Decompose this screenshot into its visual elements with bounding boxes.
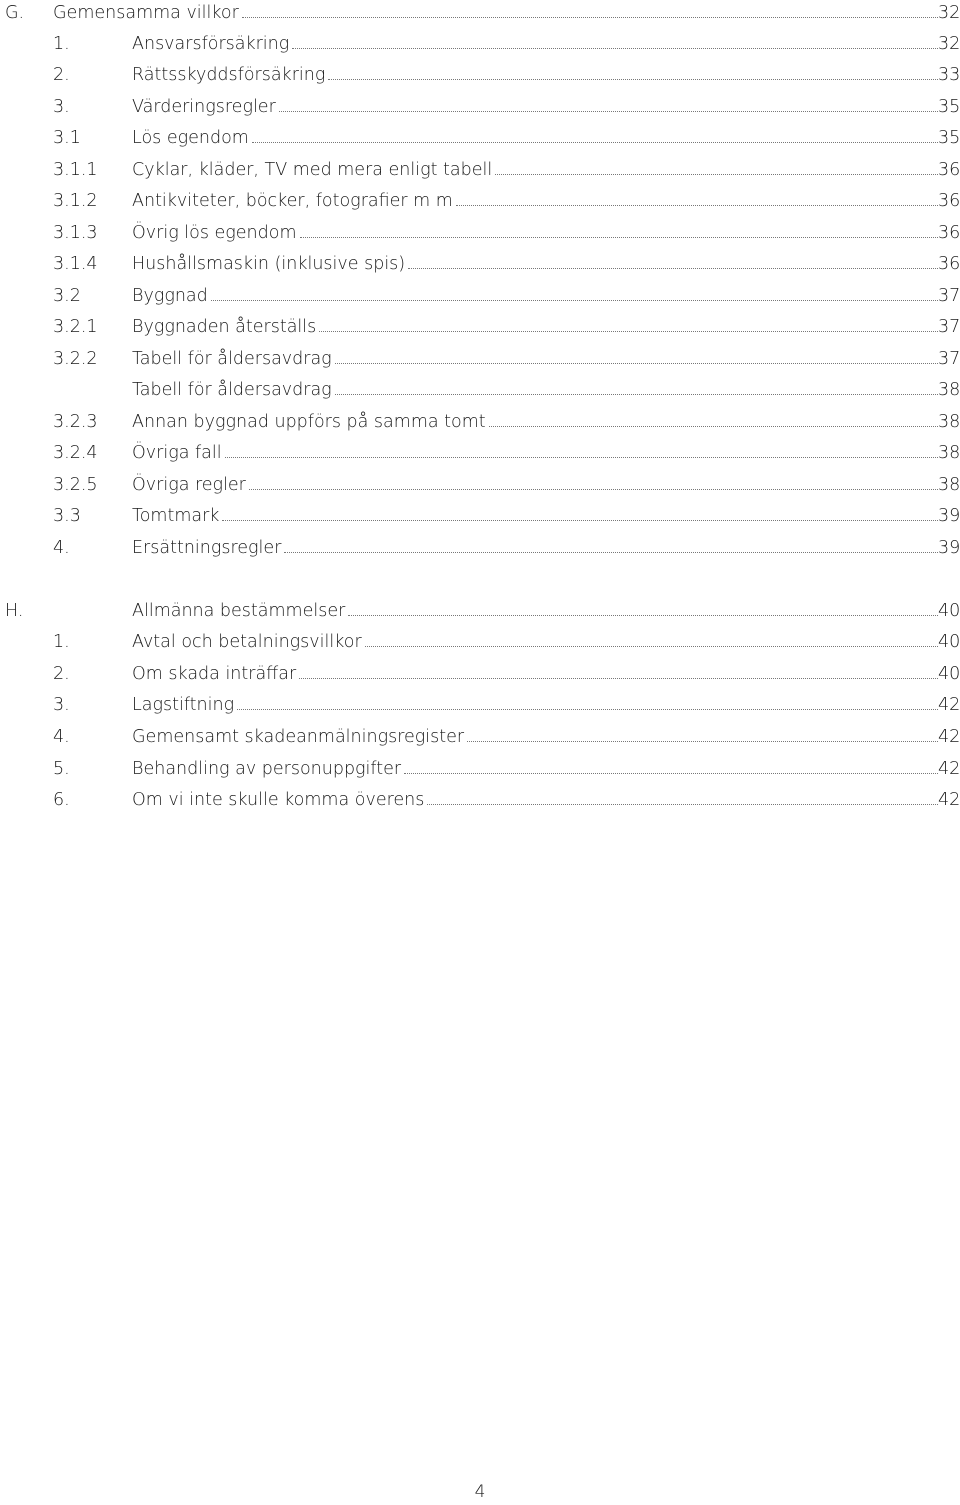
page-number: 42 [938, 695, 960, 715]
page-number: 36 [938, 223, 960, 243]
entry-number: 4. [53, 538, 70, 558]
entry-title: Lagstiftning [132, 695, 235, 715]
entry-title: Övriga regler [132, 475, 246, 495]
dot-leader [319, 330, 938, 332]
toc-entry[interactable] [0, 722, 960, 753]
entry-title: Om skada inträffar [132, 664, 297, 684]
entry-number: 4. [53, 727, 70, 747]
toc-entry[interactable] [0, 627, 960, 658]
toc-entry[interactable] [0, 123, 960, 154]
dot-leader [284, 551, 938, 553]
dot-leader [299, 677, 938, 679]
toc-entry[interactable] [0, 785, 960, 816]
dot-leader [335, 362, 938, 364]
entry-title: Tabell för åldersavdrag [132, 380, 332, 400]
dot-leader [467, 740, 938, 742]
toc-entry[interactable] [0, 218, 960, 249]
entry-title: Rättsskyddsförsäkring [132, 65, 326, 85]
dot-leader [456, 204, 938, 206]
dot-leader [242, 16, 938, 18]
entry-number: 5. [53, 759, 70, 779]
toc-entry[interactable] [0, 659, 960, 690]
entry-number: 1. [53, 34, 70, 54]
entry-number: 3.1 [53, 128, 81, 148]
entry-number: 3.2.2 [53, 349, 98, 369]
entry-number: 3.2 [53, 286, 81, 306]
entry-title: Övrig lös egendom [132, 223, 297, 243]
entry-title: Tabell för åldersavdrag [132, 349, 332, 369]
page-number: 39 [938, 538, 960, 558]
dot-leader [222, 519, 938, 521]
page-number: 38 [938, 443, 960, 463]
page-number: 40 [938, 632, 960, 652]
toc-entry[interactable] [0, 375, 960, 406]
dot-leader [348, 614, 938, 616]
toc-entry[interactable] [0, 501, 960, 532]
toc-entry[interactable] [0, 438, 960, 469]
page-number: 42 [938, 790, 960, 810]
section-letter: H. [5, 601, 24, 621]
page-number: 37 [938, 286, 960, 306]
toc-entry[interactable] [0, 249, 960, 280]
entry-number: 3.2.5 [53, 475, 98, 495]
entry-number: 3. [53, 695, 70, 715]
footer-page-number: 4 [474, 1482, 486, 1502]
entry-title: Behandling av personuppgifter [132, 759, 402, 779]
entry-number: 3.2.1 [53, 317, 98, 337]
dot-leader [489, 425, 938, 427]
page-number: 36 [938, 160, 960, 180]
entry-number: 3.3 [53, 506, 81, 526]
entry-title: Lös egendom [132, 128, 249, 148]
toc-entry[interactable] [0, 754, 960, 785]
page-number: 36 [938, 254, 960, 274]
page-number: 38 [938, 475, 960, 495]
dot-leader [365, 645, 938, 647]
section-letter: G. [5, 3, 25, 23]
dot-leader [404, 772, 938, 774]
dot-leader [495, 173, 938, 175]
toc-entry[interactable] [0, 312, 960, 343]
entry-number: 3.2.4 [53, 443, 98, 463]
page-number: 32 [938, 3, 960, 23]
dot-leader [211, 299, 938, 301]
toc-entry[interactable] [0, 407, 960, 438]
toc-entry[interactable] [0, 533, 960, 564]
toc-section-h[interactable] [0, 596, 960, 627]
toc-entry[interactable] [0, 470, 960, 501]
toc-section-g[interactable] [0, 0, 960, 29]
toc-entry[interactable] [0, 29, 960, 60]
entry-title: Annan byggnad uppförs på samma tomt [132, 412, 486, 432]
toc-entry[interactable] [0, 281, 960, 312]
dot-leader [252, 141, 938, 143]
entry-title: Värderingsregler [132, 97, 276, 117]
dot-leader [408, 267, 938, 269]
dot-leader [249, 488, 938, 490]
toc-entry[interactable] [0, 155, 960, 186]
dot-leader [335, 393, 938, 395]
entry-title: Om vi inte skulle komma överens [132, 790, 425, 810]
toc-entry[interactable] [0, 344, 960, 375]
toc-entry[interactable] [0, 690, 960, 721]
dot-leader [292, 47, 938, 49]
entry-number: 3. [53, 97, 70, 117]
dot-leader [225, 456, 938, 458]
section-title: Gemensamma villkor [53, 3, 239, 23]
entry-number: 3.1.2 [53, 191, 98, 211]
entry-title: Avtal och betalningsvillkor [132, 632, 362, 652]
dot-leader [328, 78, 938, 80]
page-number: 37 [938, 349, 960, 369]
entry-number: 6. [53, 790, 70, 810]
page-number: 37 [938, 317, 960, 337]
entry-number: 1. [53, 632, 70, 652]
dot-leader [279, 110, 938, 112]
entry-number: 2. [53, 664, 70, 684]
entry-title: Hushållsmaskin (inklusive spis) [132, 254, 406, 274]
entry-title: Byggnaden återställs [132, 317, 317, 337]
entry-number: 2. [53, 65, 70, 85]
dot-leader [300, 236, 939, 238]
entry-title: Antikviteter, böcker, fotografier m m [132, 191, 453, 211]
page-number: 33 [938, 65, 960, 85]
entry-number: 3.1.1 [53, 160, 98, 180]
entry-number: 3.1.3 [53, 223, 98, 243]
entry-title: Tomtmark [132, 506, 220, 526]
entry-number: 3.1.4 [53, 254, 98, 274]
dot-leader [237, 708, 938, 710]
page-number: 38 [938, 412, 960, 432]
page-number: 35 [938, 97, 960, 117]
page-number: 36 [938, 191, 960, 211]
entry-title: Ersättningsregler [132, 538, 282, 558]
toc-entry[interactable] [0, 92, 960, 123]
page-number: 38 [938, 380, 960, 400]
entry-number: 3.2.3 [53, 412, 98, 432]
toc-entry[interactable] [0, 186, 960, 217]
page-number: 40 [938, 664, 960, 684]
page-number: 39 [938, 506, 960, 526]
entry-title: Gemensamt skadeanmälningsregister [132, 727, 465, 747]
entry-title: Byggnad [132, 286, 208, 306]
entry-title: Övriga fall [132, 443, 222, 463]
dot-leader [427, 803, 938, 805]
entry-title: Ansvarsförsäkring [132, 34, 290, 54]
page-number: 40 [938, 601, 960, 621]
page-number: 35 [938, 128, 960, 148]
page-number: 42 [938, 759, 960, 779]
section-title: Allmänna bestämmelser [132, 601, 346, 621]
page-number: 32 [938, 34, 960, 54]
page-number: 42 [938, 727, 960, 747]
toc-entry[interactable] [0, 60, 960, 91]
entry-title: Cyklar, kläder, TV med mera enligt tabell [132, 160, 493, 180]
